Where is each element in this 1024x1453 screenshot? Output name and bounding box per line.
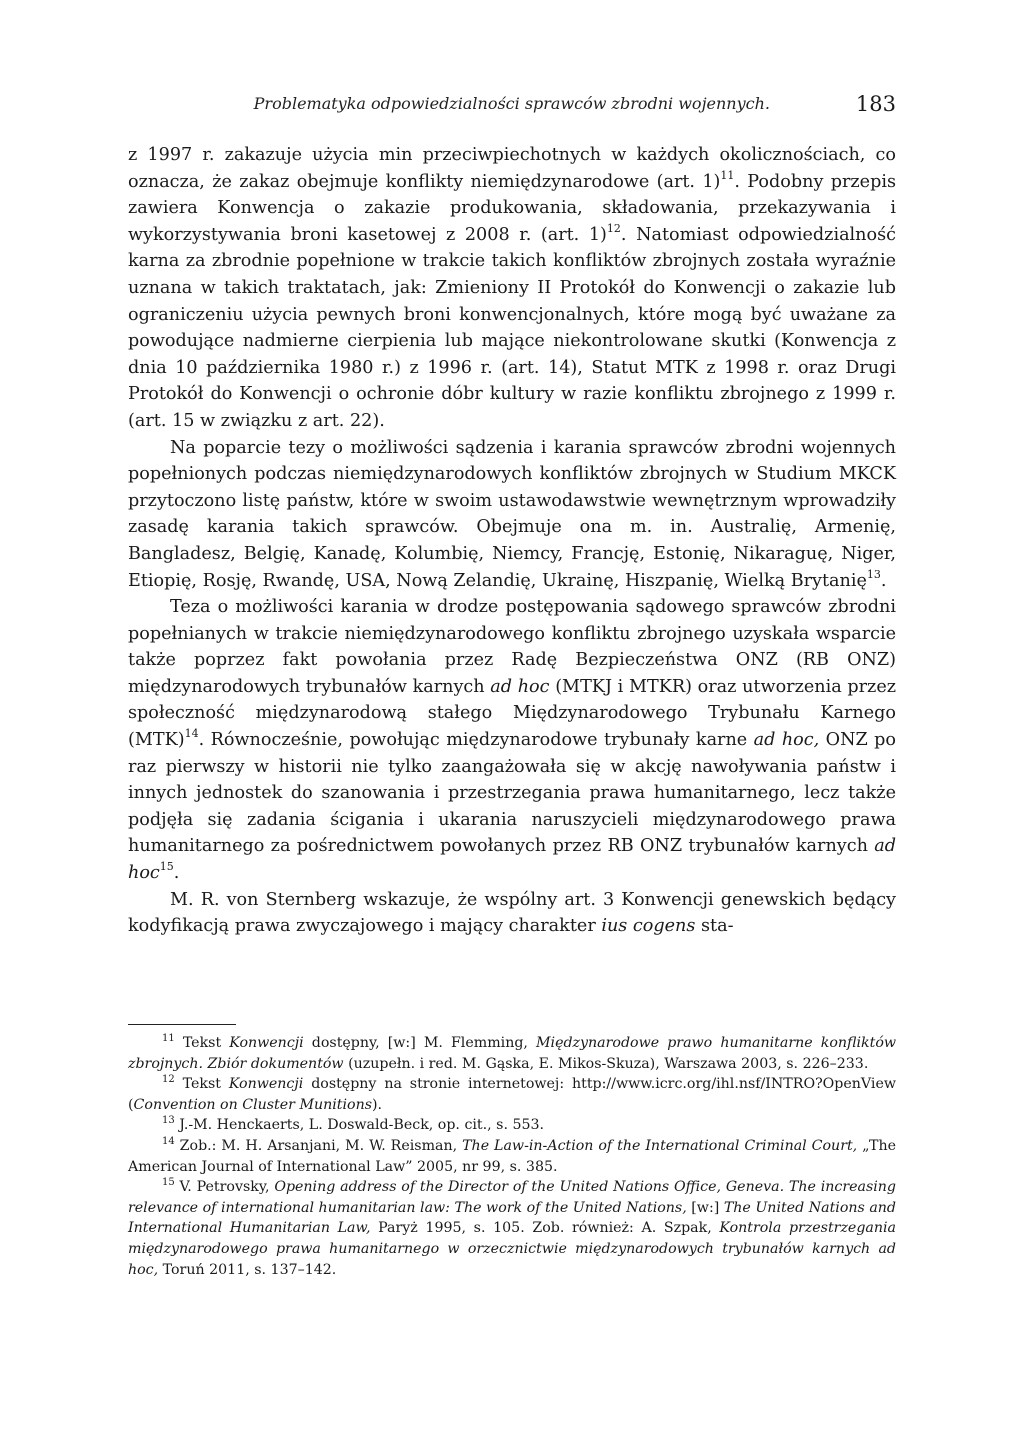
italic-term: ad hoc — [490, 676, 550, 697]
footnote-14 — [128, 1136, 896, 1177]
footnote-text: ). — [371, 1096, 383, 1113]
running-head-title: Problematyka odpowiedzialności sprawców zbrodni wojennych. — [253, 94, 770, 113]
footnote-italic: Convention on Cluster Munitions — [133, 1096, 372, 1113]
italic-term: ad hoc — [128, 836, 896, 884]
italic-term: ad hoc, — [753, 730, 820, 751]
paragraph-text: ONZ po raz pierwszy w historii nie tylko zaangażowała się w akcję nawoływania państw i innych jednostek do szanowania i przestrzegania prawa humanitarnego, lecz także podjęła się zadania ścigania i ukarania naruszycieli międzynarodowego prawa humanitarnego za pośrednictwem powołanych przez RB ONZ trybunałów karnych — [128, 730, 896, 857]
footnote-text: Tekst — [174, 1035, 230, 1051]
footnote-number: 11 — [162, 1033, 175, 1044]
footnote-ref-14: 14 — [184, 727, 199, 741]
italic-term: ius cogens — [601, 916, 696, 937]
footnote-15 — [128, 1177, 896, 1280]
footnote-text: Zob.: M. H. Arsanjani, M. W. Reisman, — [174, 1137, 463, 1154]
paragraph-text: M. R. von Sternberg wskazuje, że wspólny art. 3 Konwencji genewskich będący kodyfikacją prawa zwyczajowego i mający charakter — [128, 889, 896, 937]
paragraph-text: . — [173, 863, 180, 884]
footnote-13 — [128, 1115, 896, 1136]
footnote-text: V. Petrovsky, — [174, 1179, 275, 1196]
paragraph-text: sta- — [695, 916, 734, 937]
footnote-separator — [128, 1024, 236, 1025]
footnote-italic: The Law-in-Action of the International Criminal Court, — [462, 1137, 858, 1154]
paragraph-text: . Podobny przepis zawiera Konwencja o zakazie produkowania, składowania, przekazywania i wykorzystywania broni kasetowej z 2008 r. (art. 1) — [128, 171, 896, 245]
footnote-number: 12 — [162, 1074, 175, 1086]
footnote-text: [w:] — [686, 1199, 724, 1216]
footnote-ref-15: 15 — [159, 860, 174, 874]
footnote-text: J.-M. Henckaerts, L. Doswald-Beck, op. cit., s. 553. — [174, 1117, 545, 1134]
footnote-ref-12: 12 — [606, 221, 621, 235]
footnote-text: Toruń 2011, s. 137–142. — [158, 1261, 337, 1278]
footnote-italic: The United Nations and International Humanitarian Law, — [128, 1199, 897, 1237]
paragraph-text: . — [880, 570, 887, 591]
footnote-text: „The American Journal of International Law” 2005, nr 99, s. 385. — [128, 1137, 896, 1175]
paragraph-text: . Natomiast odpowiedzialność karna za zbrodnie popełnione w trakcie takich konfliktów zbrojnych została wyraźnie uznana w takich traktatach, jak: Zmieniony II Protokół do Konwencji o zakazie lub ograniczeniu użycia pewnych broni konwencjonalnych, które mogą być uważane za powodujące nadmierne cierpienia lub mające niekontrolowane skutki (Konwencja z dnia 10 października 1980 r.) z 1996 r. (art. 14), Statut MTK z 1998 r. oraz Drugi Protokół do Konwencji o ochronie dóbr kultury w razie konfliktu zbrojnego z 1999 r. (art. 15 w związku z art. 22). — [128, 224, 896, 431]
footnote-11 — [128, 1033, 896, 1074]
paragraph-text: . Równocześnie, powołując międzynarodowe trybunały karne — [198, 730, 754, 751]
footnote-italic: Kontrola przestrzegania międzynarodowego prawa humanitarnego w orzecznictwie międzynarodowych trybunałów karnych ad hoc, — [128, 1220, 896, 1278]
footnote-italic: Konwencji — [228, 1076, 304, 1093]
footnote-12 — [128, 1074, 896, 1115]
footnote-text: (uzupełn. i red. M. Gąska, E. Mikos-Skuza), Warszawa 2003, s. 226–233. — [343, 1055, 869, 1072]
footnote-italic: Opening address of the Director of the United Nations Office, Geneva. The increasing relevance of international humanitarian law: The work of the United Nations, — [128, 1179, 897, 1216]
paragraph-text: z 1997 r. zakazuje użycia min przeciwpiechotnych w każdych okolicznościach, co oznacza, że zakaz obejmuje konflikty niemiędzynarodowe (art. 1) — [128, 145, 896, 192]
footnote-text: Paryż 1995, s. 105. Zob. również: A. Szpak, — [370, 1220, 720, 1237]
footnote-ref-13: 13 — [866, 567, 881, 581]
footnote-number: 13 — [162, 1115, 175, 1127]
paragraph-1 — [128, 142, 896, 435]
footnote-text: dostępny na stronie internetowej: http://www.icrc.org/ihl.nsf/INTRO?OpenView ( — [128, 1076, 897, 1113]
page-number: 183 — [855, 92, 896, 116]
paragraph-text: Na poparcie tezy o możliwości sądzenia i karania sprawców zbrodni wojennych popełnionych podczas niemiędzynarodowych konfliktów zbrojnych w Studium MKCK przytoczono listę państw, które w swoim ustawodawstwie wewnętrznym wprowadziły zasadę karania takich sprawców. Obejmuje ona m. in. Australię, Armenię, Bangladesz, Belgię, Kanadę, Kolumbię, Niemcy, Francję, Estonię, Nikaraguę, Niger, Etiopię, Rosję, Rwandę, USA, Nową Zelandię, Ukrainę, Hiszpanię, Wielką Brytanię — [128, 437, 896, 591]
paragraph-text: (MTKJ i MTKR) oraz utworzenia przez społeczność międzynarodową stałego Międzynarodowego Trybunału Karnego (MTK) — [128, 676, 896, 751]
footnote-number: 14 — [162, 1135, 175, 1147]
paragraph-2 — [128, 435, 896, 595]
paragraph-text: Teza o możliwości karania w drodze postępowania sądowego sprawców zbrodni popełnianych w trakcie niemiędzynarodowego konfliktu zbrojnego uzyskała wsparcie także poprzez fakt powołania przez Radę Bezpieczeństwa ONZ (RB ONZ) międzynarodowych trybunałów karnych — [128, 597, 896, 697]
footnote-number: 15 — [162, 1177, 175, 1189]
footnote-italic: Międzynarodowe prawo humanitarne konfliktów zbrojnych. Zbiór dokumentów — [128, 1035, 897, 1072]
paragraph-4 — [128, 887, 896, 940]
footnote-text: Tekst — [174, 1076, 229, 1093]
paragraph-3 — [128, 594, 896, 887]
footnote-italic: Konwencji — [229, 1035, 304, 1051]
footnote-ref-11: 11 — [720, 168, 735, 182]
footnotes — [128, 1033, 896, 1280]
footnote-text: dostępny, [w:] M. Flemming, — [303, 1035, 537, 1051]
body-text — [128, 142, 896, 940]
running-head — [128, 92, 896, 122]
